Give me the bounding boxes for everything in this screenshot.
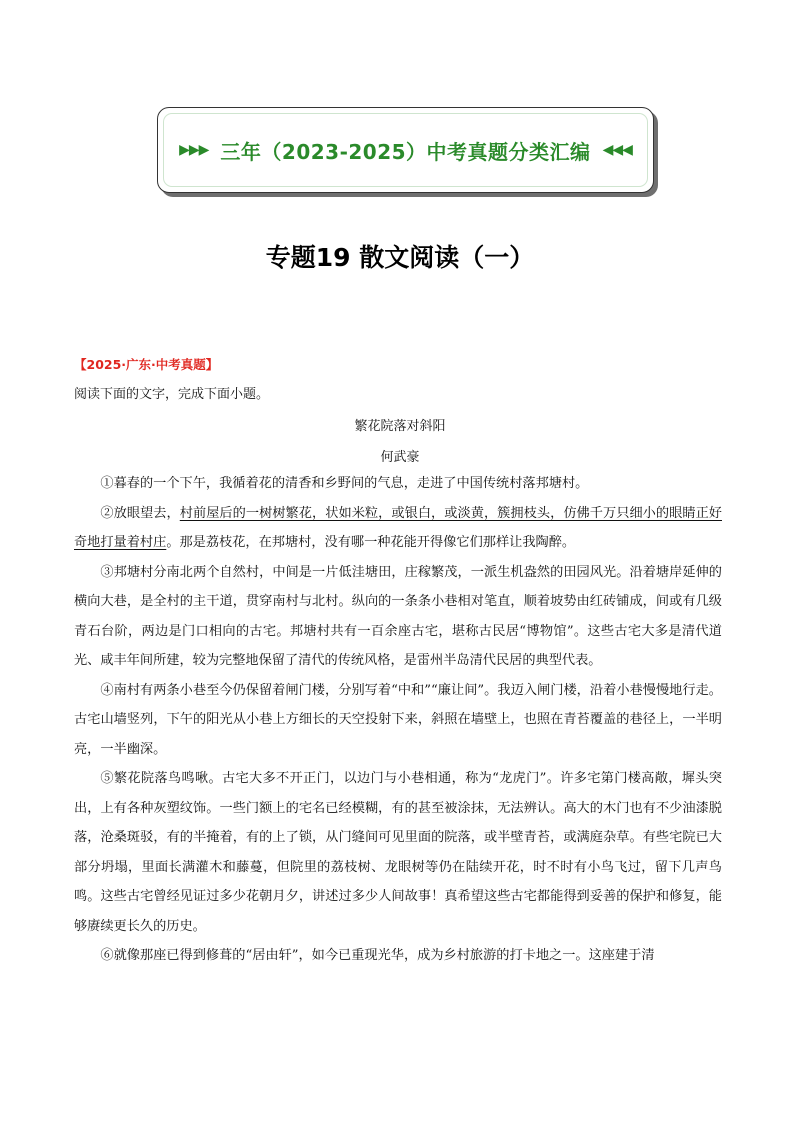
essay-body <box>74 469 722 971</box>
left-arrows-icon: ▶▶▶ <box>179 142 209 158</box>
series-banner <box>157 107 654 193</box>
essay-paragraph-3: ③邦塘村分南北两个自然村，中间是一片低洼塘田，庄稼繁茂，一派生机盎然的田园风光。沿着塘岸延伸的横向大巷，是全村的主干道，贯穿南村与北村。纵向的一条条小巷相对笔直，顺着坡势由红砖铺成，间或有几级青石台阶，两边是门口相向的古宅。邦塘村共有一百余座古宅，堪称古民居“博物馆”。这些古宅大多是清代道光、咸丰年间所建，较为完整地保留了清代的传统风格，是雷州半岛清代民居的典型代表。 <box>74 564 722 668</box>
paragraph-2-suffix: 。那是荔枝花，在邦塘村，没有哪一种花能开得像它们那样让我陶醉。 <box>166 535 576 550</box>
paragraph-2-prefix: ②放眼望去， <box>100 505 180 521</box>
underlined-sentence: 村前屋后的一树树繁花，状如米粒，或银白，或淡黄，簇拥枝头，仿佛千万只细小的眼睛正好奇地打量着村庄 <box>74 505 722 550</box>
essay-paragraph-2 <box>74 499 722 558</box>
essay-author: 何武豪 <box>380 450 420 465</box>
essay-paragraph-5: ⑤繁花院落鸟鸣啾。古宅大多不开正门，以边门与小巷相通，称为“龙虎门”。许多宅第门楼高敞，墀头突出，上有各种灰塑纹饰。一些门额上的宅名已经模糊，有的甚至被涂抹，无法辨认。高大的木门也有不少油漆脱落，沧桑斑驳，有的半掩着，有的上了锁，从门缝间可见里面的院落，或半壁青苔，或满庭杂草。有些宅院已大部分坍塌，里面长满灌木和藤蔓，但院里的荔枝树、龙眼树等仍在陆续开花，时不时有小鸟飞过，留下几声鸟鸣。这些古宅曾经见证过多少花朝月夕，讲述过多少人间故事！真希望这些古宅都能得到妥善的保护和修复，能够赓续更长久的历史。 <box>74 771 722 934</box>
page-title: 专题19 散文阅读（一） <box>265 243 535 272</box>
essay-paragraph-4: ④南村有两条小巷至今仍保留着闸门楼，分别写着“中和”“廉让间”。我迈入闸门楼，沿着小巷慢慢地行走。古宅山墙竖列，下午的阳光从小巷上方细长的天空投射下来，斜照在墙壁上，也照在青苔覆盖的巷径上，一半明亮，一半幽深。 <box>74 682 722 757</box>
series-banner-inner <box>163 113 648 187</box>
essay-title: 繁花院落对斜阳 <box>354 419 446 434</box>
series-banner-text: 三年（2023-2025）中考真题分类汇编 <box>220 139 591 164</box>
instruction-text: 阅读下面的文字，完成下面小题。 <box>74 387 270 402</box>
essay-paragraph-6: ⑥就像那座已得到修葺的“居由轩”，如今已重现光华，成为乡村旅游的打卡地之一。这座建于清 <box>100 948 655 963</box>
right-arrows-icon: ◀◀◀ <box>602 142 632 158</box>
source-tag: 【2025·广东·中考真题】 <box>74 357 219 372</box>
essay-paragraph-1: ①暮春的一个下午，我循着花的清香和乡野间的气息，走进了中国传统村落邦塘村。 <box>100 476 589 491</box>
